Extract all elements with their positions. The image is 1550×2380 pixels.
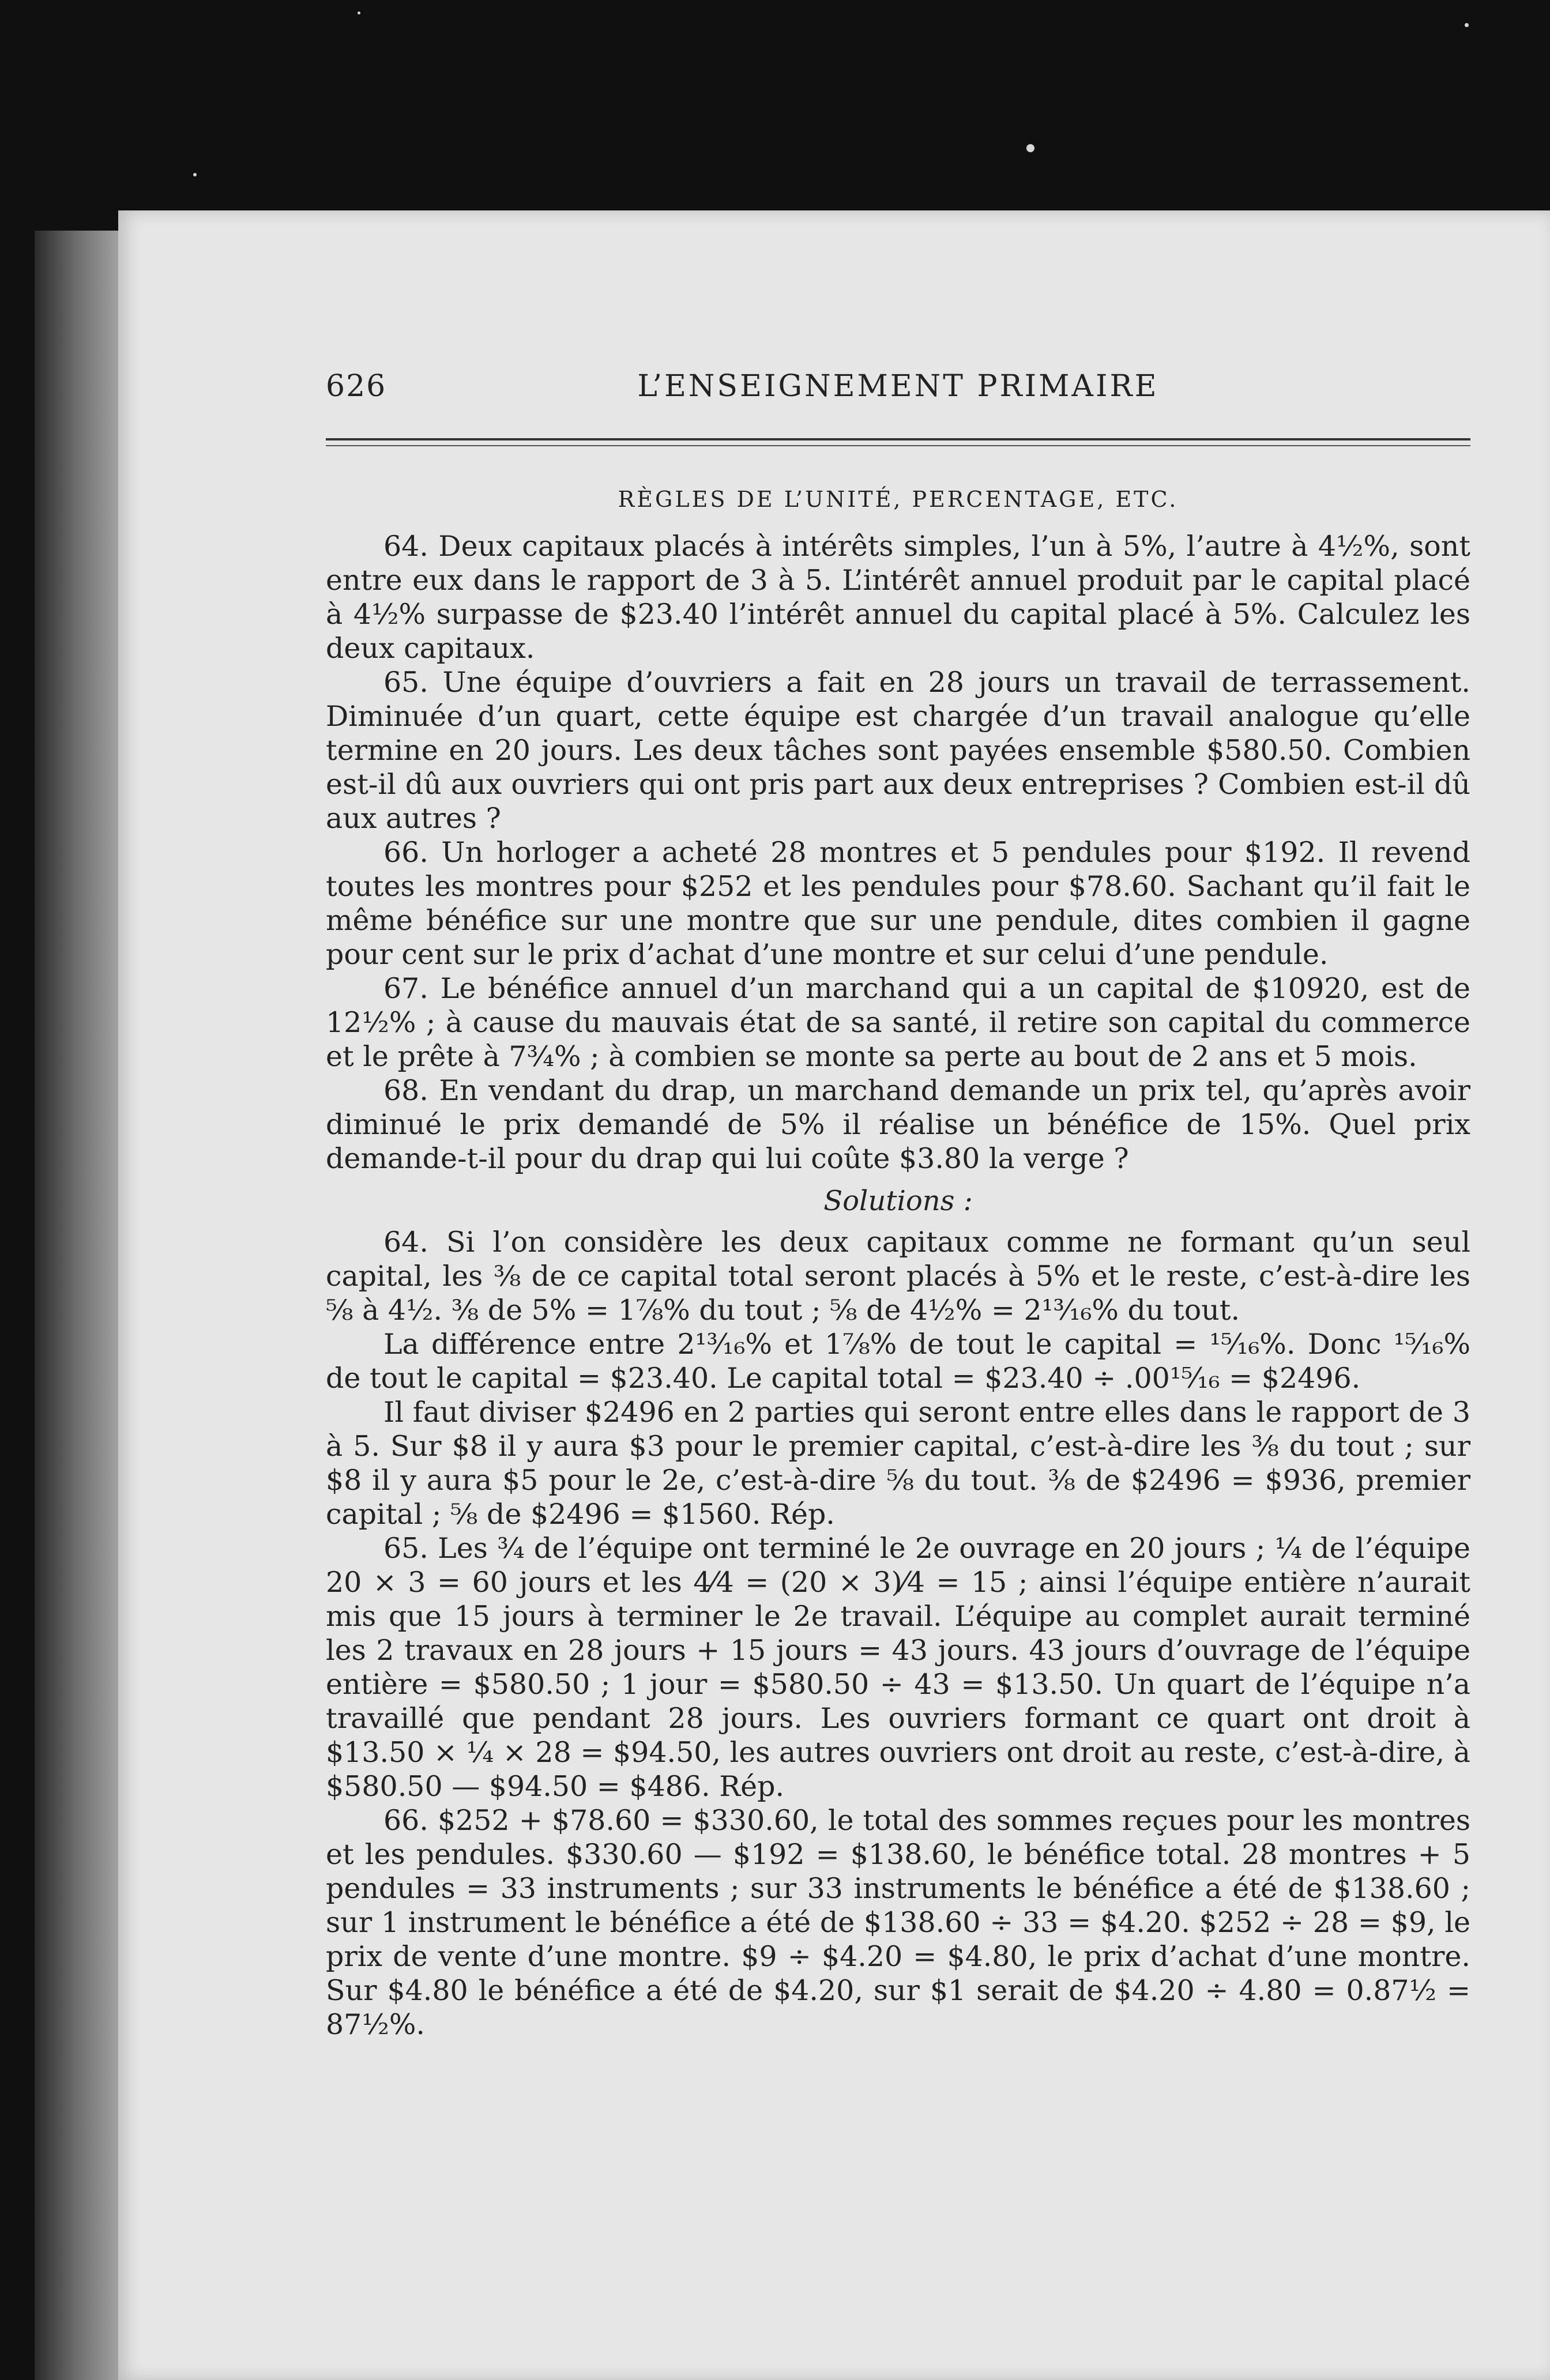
book-page <box>118 210 1550 2380</box>
dust-speck <box>193 173 197 176</box>
solution-paragraph: Il faut diviser $2496 en 2 parties qui seront entre elles dans le rapport de 3 à 5. Sur $8 il y aura $3 pour le premier capital, c’est-à-dire les ⅜ du tout ; sur $8 il y aura $5 pour le 2e, c’est-à-dire ⅝ du tout. ⅜ de $2496 = $936, premier capital ; ⅝ de $2496 = $1560. Rép. <box>326 1396 1470 1531</box>
problem-paragraph: 65. Une équipe d’ouvriers a fait en 28 jours un travail de terrassement. Diminuée d’un quart, cette équipe est chargée d’un travail analogue qu’elle termine en 20 jours. Les deux tâches sont payées ensemble $580.50. Combien est-il dû aux ouvriers qui ont pris part aux deux entreprises ? Combien est-il dû aux autres ? <box>326 666 1470 835</box>
solution-paragraph: 64. Si l’on considère les deux capitaux comme ne formant qu’un seul capital, les ⅜ de ce capital total seront placés à 5% et le reste, c’est-à-dire les ⅝ à 4½. ⅜ de 5% = 1⅞% du tout ; ⅝ de 4½% = 2¹³⁄₁₆% du tout. <box>326 1226 1470 1327</box>
page-number: 626 <box>326 369 387 404</box>
dust-speck <box>1465 23 1469 27</box>
problem-paragraph: 68. En vendant du drap, un marchand demande un prix tel, qu’après avoir diminué le prix demandé de 5% il réalise un bénéfice de 15%. Quel prix demande-t-il pour du drap qui lui coûte $3.80 la verge ? <box>326 1074 1470 1175</box>
problem-paragraph: 64. Deux capitaux placés à intérêts simples, l’un à 5%, l’autre à 4½%, sont entre eux dans le rapport de 3 à 5. L’intérêt annuel produit par le capital placé à 4½% surpasse de $23.40 l’intérêt annuel du capital placé à 5%. Calculez les deux capitaux. <box>326 530 1470 665</box>
page-text-area <box>326 369 1470 2042</box>
solutions-heading: Solutions : <box>823 1185 973 1217</box>
problem-paragraph: 66. Un horloger a acheté 28 montres et 5 pendules pour $192. Il revend toutes les montres pour $252 et les pendules pour $78.60. Sachant qu’il fait le même bénéfice sur une montre que sur une pendule, dites combien il gagne pour cent sur le prix d’achat d’une montre et sur celui d’une pendule. <box>326 836 1470 971</box>
section-heading: RÈGLES DE L’UNITÉ, PERCENTAGE, ETC. <box>618 487 1179 512</box>
solution-paragraph: 65. Les ¾ de l’équipe ont terminé le 2e ouvrage en 20 jours ; ¼ de l’équipe 20 × 3 = 60 jours et les 4⁄4 = (20 × 3)⁄4 = 15 ; ainsi l’équipe entière n’aurait mis que 15 jours à terminer le 2e travail. L’équipe au complet aurait terminé les 2 travaux en 28 jours + 15 jours = 43 jours. 43 jours d’ouvrage de l’équipe entière = $580.50 ; 1 jour = $580.50 ÷ 43 = $13.50. Un quart de l’équipe n’a travaillé que pendant 28 jours. Les ouvriers formant ce quart ont droit à $13.50 × ¼ × 28 = $94.50, les autres ouvriers ont droit au reste, c’est-à-dire, à $580.50 — $94.50 = $486. Rép. <box>326 1532 1470 1803</box>
header-rule <box>326 438 1470 446</box>
problem-paragraph: 67. Le bénéfice annuel d’un marchand qui a un capital de $10920, est de 12½% ; à cause du mauvais état de sa santé, il retire son capital du commerce et le prête à 7¾% ; à combien se monte sa perte au bout de 2 ans et 5 mois. <box>326 972 1470 1073</box>
page-header <box>326 369 1470 421</box>
solution-paragraph: La différence entre 2¹³⁄₁₆% et 1⅞% de tout le capital = ¹⁵⁄₁₆%. Donc ¹⁵⁄₁₆% de tout le capital = $23.40. Le capital total = $23.40 ÷ .00¹⁵⁄₁₆ = $2496. <box>326 1328 1470 1395</box>
dust-speck <box>1026 144 1034 152</box>
running-title: L’ENSEIGNEMENT PRIMAIRE <box>637 369 1159 404</box>
solution-paragraph: 66. $252 + $78.60 = $330.60, le total des sommes reçues pour les montres et les pendules. $330.60 — $192 = $138.60, le bénéfice total. 28 montres + 5 pendules = 33 instruments ; sur 33 instruments le bénéfice a été de $138.60 ; sur 1 instrument le bénéfice a été de $138.60 ÷ 33 = $4.20. $252 ÷ 28 = $9, le prix de vente d’une montre. $9 ÷ $4.20 = $4.80, le prix d’achat d’une montre. Sur $4.80 le bénéfice a été de $4.20, sur $1 serait de $4.20 ÷ 4.80 = 0.87½ = 87½%. <box>326 1804 1470 2041</box>
dust-speck <box>358 12 360 14</box>
